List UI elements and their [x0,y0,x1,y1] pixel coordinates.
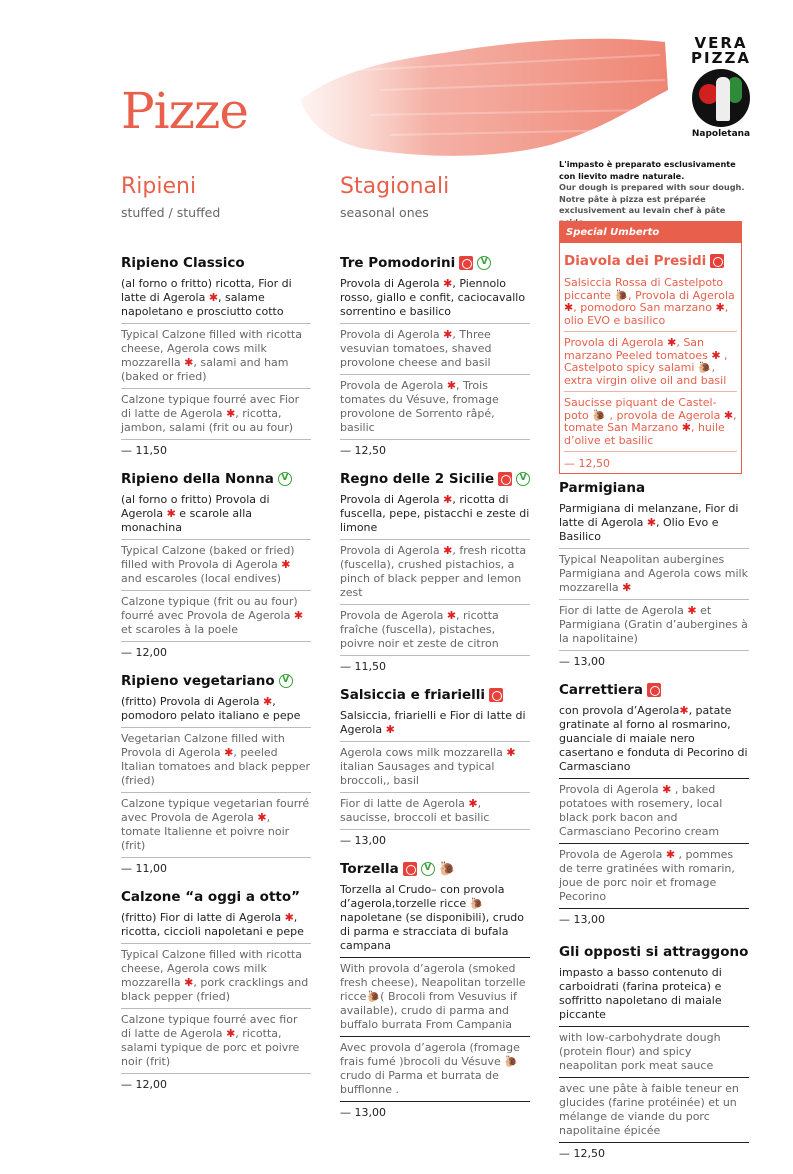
item-desc-en: Typical Calzone filled with ricotta cheese, Agerola cows milk mozzarella ✱, pork cracklings and black pepper (fried) [121,948,311,1009]
agerola-star-icon: ✱ [443,328,453,341]
agerola-star-icon: ✱ [385,723,395,736]
agerola-star-icon: ✱ [665,848,676,861]
item-desc-en: Typical Neapolitan aubergines Parmigiana and Agerola cows milk mozzarella ✱ [559,553,749,600]
item-desc-en: Typical Calzone (baked or fried) filled with Provola di Agerola ✱ and escaroles (local endives) [121,544,311,591]
item-desc-it: (fritto) Fior di latte di Agerola ✱, ricotta, ciccioli napoletani e pepe [121,911,311,944]
item-price: — 11,50 [121,444,167,457]
menu-item [340,471,530,673]
agerola-star-icon: ✱ [446,379,457,392]
item-desc-en: Provola di Agerola ✱, San marzano Peeled tomatoes ✱ , Castelpoto spicy salami 🐌, extra virgin olive oil and basil [564,337,737,392]
item-desc-en: Agerola cows milk mozzarella ✱ italian Sausages and typical broccoli,, basil [340,746,530,793]
menu-item [340,255,530,457]
agerola-star-icon: ✱ [224,746,234,759]
vegetarian-icon: V [278,472,292,486]
agerola-star-icon: ✱ [687,604,697,617]
logo-line2: PIZZA [691,49,751,67]
item-price: — 11,00 [121,862,167,875]
vegetarian-icon: V [421,862,435,876]
item-price: — 12,50 [340,444,386,457]
dough-note-en: Our dough is prepared with sour dough. [559,182,745,192]
brush-stroke-decoration [300,30,670,165]
item-desc-it: impasto a basso contenuto di carboidrati (farina proteica) e soffritto napoletano di maiale piccante [559,966,749,1027]
item-desc-it: con provola d’Agerola✱, patate gratinate al forno al rosmarino, guanciale di maiale nero casertano e fonduta di Pecorino di Carmasciano [559,704,749,779]
item-name: Salsiccia e friarielli [340,687,486,703]
snail-icon: 🐌 [614,288,629,302]
menu-item [559,944,749,1160]
menu-item [121,471,311,659]
agerola-star-icon: ✱ [723,408,734,422]
item-price: — 12,00 [121,1078,167,1091]
section-subtitle-stagionali: seasonal ones [340,205,429,220]
menu-item [121,255,311,457]
menu-column-ripieni [121,255,311,1105]
item-desc-it: Parmigiana di melanzane, Fior di latte di Agerola ✱, Olio Evo e Basilico [559,502,749,549]
agerola-star-icon: ✱ [681,421,691,434]
item-desc-fr: Provola de Agerola ✱ , pommes de terre gratinées with romarin, joue de porc noir et fromage Pecorino [559,848,749,909]
item-name: Ripieno Classico [121,255,245,271]
item-name: Calzone “a oggi a otto” [121,889,300,905]
section-subtitle-ripieni: stuffed / stuffed [121,205,221,220]
snail-icon: 🐌 [592,408,606,422]
item-name: Regno delle 2 Sicilie [340,471,495,487]
dough-note [559,159,749,228]
vegetarian-icon: V [516,472,530,486]
menu-item [559,682,749,926]
item-desc-it: (al forno o fritto) ricotta, Fior di latte di Agerola ✱, salame napoletano e prosciutto cotto [121,277,311,324]
item-desc-it: Provola di Agerola ✱, Piennolo rosso, giallo e confit, caciocavallo sorrentino e basilico [340,277,530,324]
menu-column-stagionali [340,255,530,1133]
item-desc-fr: Calzone typique (frit ou au four) fourré avec Provola de Agerola ✱ et scaroles à la poele [121,595,311,642]
agerola-star-icon: ✱ [715,301,725,314]
item-desc-fr: Calzone typique vegetarian fourré avec Provola de Agerola ✱, tomate Italienne et poivre noir (frit) [121,797,311,858]
agerola-star-icon: ✱ [506,746,516,759]
vera-pizza-logo [671,36,771,139]
item-desc-en: Provola di Agerola ✱, fresh ricotta (fuscella), crushed pistachios, a pinch of black pepper and lemon zest [340,544,530,605]
page-title: Pizze [121,82,248,140]
item-desc-fr: avec une pâte à faible teneur en glucides (farine protéinée) et un mélange de viande du porc napolitaine épicée [559,1082,749,1143]
spicy-icon [489,688,503,702]
item-name: Ripieno vegetariano [121,673,275,689]
item-price: — 13,00 [559,655,605,668]
agerola-star-icon: ✱ [184,356,194,369]
item-desc-en: With provola d’agerola (smoked fresh cheese), Neapolitan torzelle ricce🐌( Brocoli from Vesuvius if available), crudo di parma and buffalo burrata From Campania [340,962,530,1037]
agerola-star-icon: ✱ [166,507,176,520]
special-banner: Special Umberto [560,222,741,243]
agerola-star-icon: ✱ [711,348,721,362]
item-price: — 13,00 [559,913,605,926]
vegetarian-icon: V [477,256,491,270]
item-desc-it: Torzella al Crudo– con provola d’agerola,torzelle ricce 🐌 napoletane (se disponibili), crudo di parma e stracciata di bufala campana [340,883,530,958]
agerola-star-icon: ✱ [443,544,453,557]
agerola-star-icon: ✱ [679,704,689,717]
agerola-star-icon: ✱ [284,911,294,924]
menu-item [121,673,311,875]
item-price: — 11,50 [340,660,386,673]
agerola-star-icon: ✱ [468,797,478,810]
special-umberto-box [559,221,742,474]
menu-item [121,889,311,1091]
agerola-star-icon: ✱ [281,558,291,571]
menu-item [340,687,530,847]
dough-note-fr: Notre pâte à pizza est préparée exclusivement au levain chef à pâte [559,193,726,215]
item-name: Tre Pomodorini [340,255,456,271]
agerola-star-icon: ✱ [293,609,304,622]
agerola-star-icon: ✱ [646,516,657,529]
item-name: Diavola dei Presidi [564,253,707,269]
agerola-star-icon: ✱ [226,1027,236,1040]
menu-column-right [559,480,749,1174]
pulcinella-seal-icon [692,69,750,127]
agerola-star-icon: ✱ [257,811,267,824]
dough-note-it: L'impasto è preparato esclusivamente con lievito madre naturale. [559,159,736,181]
spicy-icon [459,256,473,270]
agerola-star-icon: ✱ [662,783,672,796]
item-desc-en: Vegetarian Calzone filled with Provola di Agerola ✱, peeled Italian tomatoes and black pepper (fried) [121,732,311,793]
agerola-star-icon: ✱ [446,609,457,622]
snail-icon: 🐌 [504,1055,518,1068]
item-desc-fr: Provola de Agerola ✱, ricotta fraîche (fuscella), pistaches, poivre noir et zeste de citron [340,609,530,656]
item-desc-it: (al forno o fritto) Provola di Agerola ✱ e scarole alla monachina [121,493,311,540]
agerola-star-icon: ✱ [263,695,273,708]
item-name: Torzella [340,861,399,877]
item-price: — 13,00 [340,1106,386,1119]
item-name: Gli opposti si attraggono [559,944,749,960]
item-desc-it: (fritto) Provola di Agerola ✱, pomodoro pelato italiano e pepe [121,695,311,728]
snail-icon: 🐌 [438,861,456,877]
snail-icon: 🐌 [366,990,381,1003]
item-desc-fr: Fior di latte de Agerola ✱, saucisse, broccoli et basilic [340,797,530,830]
snail-icon: 🐌 [697,361,712,374]
agerola-star-icon: ✱ [564,301,574,314]
item-desc-fr: Fior di latte de Agerola ✱ et Parmigiana (Gratin d’aubergines à la napolitaine) [559,604,749,651]
spicy-icon [710,254,724,268]
item-desc-en: Provola di Agerola ✱, Three vesuvian tomatoes, shaved provolone cheese and basil [340,328,530,375]
snail-icon: 🐌 [469,897,484,910]
item-desc-fr: Saucisse piquant de Castel-poto 🐌 , provola de Agerola ✱, tomate San Marzano ✱, huile d’olive et basilic [564,397,737,452]
item-desc-it: Salsiccia, friarielli e Fior di latte di Agerola ✱ [340,709,530,742]
spicy-icon [403,862,417,876]
item-desc-en: Typical Calzone filled with ricotta cheese, Agerola cows milk mozzarella ✱, salami and ham (baked or fried) [121,328,311,389]
section-title-stagionali: Stagionali [340,174,450,199]
item-price: — 12,50 [559,1147,605,1160]
agerola-star-icon: ✱ [226,407,236,420]
item-desc-en: with low-carbohydrate dough (protein flour) and spicy neapolitan pork meat sauce [559,1031,749,1078]
spicy-icon [647,683,661,697]
item-desc-fr: Calzone typique fourré avec fior di latte de Agerola ✱, ricotta, salami typique de porc et poivre noir (frit) [121,1013,311,1074]
spicy-icon [498,472,512,486]
item-name: Carrettiera [559,682,643,698]
item-desc-it: Provola di Agerola ✱, ricotta di fuscella, pepe, pistacchi e zeste di limone [340,493,530,540]
agerola-star-icon: ✱ [443,277,453,290]
logo-line1: VERA [694,34,748,52]
item-desc-it: Salsiccia Rossa di Castelpoto piccante 🐌, Provola di Agerola ✱, pomodoro San marzano ✱, olio EVO e basilico [564,277,737,332]
logo-line3: Napoletana [691,129,751,139]
item-name: Parmigiana [559,480,646,496]
item-price: — 12,00 [121,646,167,659]
agerola-star-icon: ✱ [184,976,194,989]
item-desc-en: Provola di Agerola ✱ , baked potatoes with rosemery, local black pork bacon and Carmasciano Pecorino cream [559,783,749,844]
section-title-ripieni: Ripieni [121,174,197,199]
item-desc-fr: Avec provola d’agerola (fromage frais fumé )brocoli du Vésuve 🐌 crudo di Parma et burrata de bufflonne . [340,1041,530,1102]
vegetarian-icon: V [279,674,293,688]
agerola-star-icon: ✱ [208,291,219,304]
item-desc-fr: Provola de Agerola ✱, Trois tomates du Vésuve, fromage provolone de Sorrento râpé, basilic [340,379,530,440]
menu-item [559,480,749,668]
agerola-star-icon: ✱ [443,493,453,506]
item-name: Ripieno della Nonna [121,471,274,487]
agerola-star-icon: ✱ [622,581,632,594]
agerola-star-icon: ✱ [667,336,677,349]
item-desc-fr: Calzone typique fourré avec Fior di latte de Agerola ✱, ricotta, jambon, salami (frit ou au four) [121,393,311,440]
item-price: — 12,50 [564,457,610,470]
item-price: — 13,00 [340,834,386,847]
menu-item [340,861,530,1119]
